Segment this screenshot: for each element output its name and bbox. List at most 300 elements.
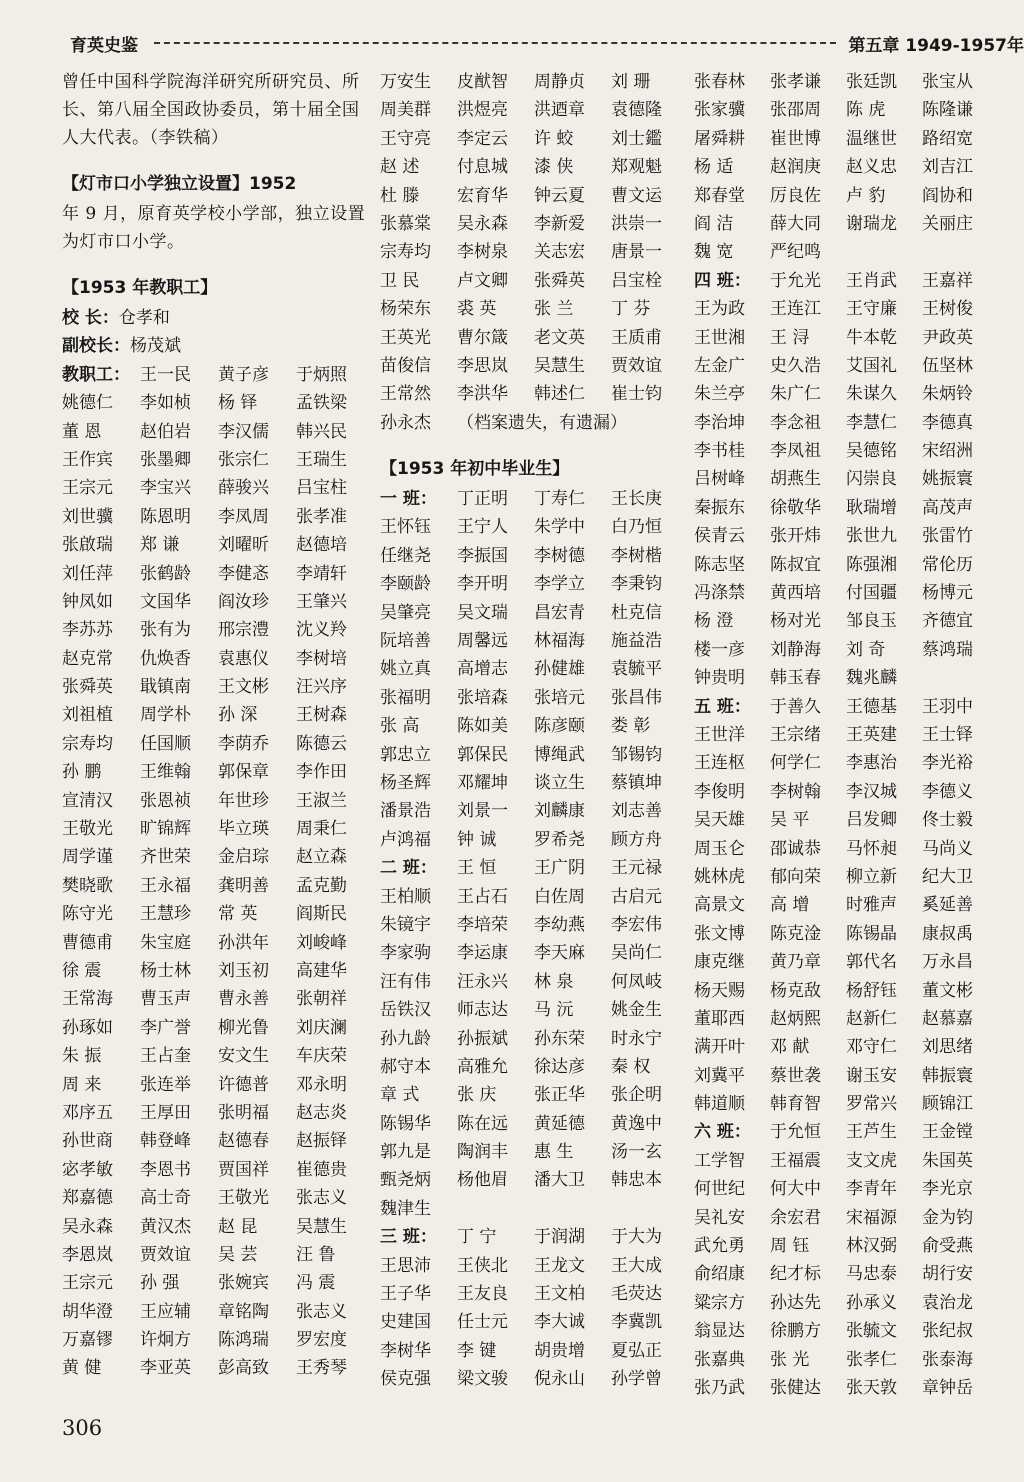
person-name: 刘冀平 xyxy=(694,1065,745,1086)
name-row xyxy=(380,1081,680,1109)
name-row xyxy=(694,1062,1024,1090)
person-name: 洪迺章 xyxy=(534,100,585,121)
name-row xyxy=(694,664,1024,692)
name-row xyxy=(62,673,372,701)
person-name: 年世珍 xyxy=(218,790,269,811)
person-name: 陈在远 xyxy=(457,1113,508,1134)
person-name: 李树德 xyxy=(534,545,585,566)
person-name: 王肇兴 xyxy=(296,591,347,612)
name-row xyxy=(694,778,1024,806)
person-name: 李俊明 xyxy=(694,781,745,802)
name-row xyxy=(380,324,680,352)
column-2 xyxy=(380,68,680,1394)
person-name: 陈如美 xyxy=(457,716,508,737)
person-name: 朱兰亭 xyxy=(694,384,745,405)
person-name: 张鹤龄 xyxy=(140,563,191,584)
person-name: 吴肇亮 xyxy=(380,602,431,623)
name-row xyxy=(694,1232,1024,1260)
person-name: 付息城 xyxy=(457,157,508,178)
person-name: 倪永山 xyxy=(534,1369,585,1390)
person-name: 王秀琴 xyxy=(296,1358,347,1379)
person-name: 陈鸿瑞 xyxy=(218,1330,269,1351)
person-name: 王应辅 xyxy=(140,1301,191,1322)
person-name: 李凤周 xyxy=(218,506,269,527)
person-name: 王 恒 xyxy=(457,858,497,879)
person-name: 陈锡晶 xyxy=(846,923,897,944)
person-name: 侯青云 xyxy=(694,526,745,547)
person-name: 王为政 xyxy=(694,299,745,320)
name-row xyxy=(694,210,1024,238)
person-name: 康叔禹 xyxy=(922,923,973,944)
person-name: 吴 芸 xyxy=(218,1244,258,1265)
name-row xyxy=(694,267,1024,295)
person-name: 张天敦 xyxy=(846,1377,897,1398)
person-name: 吴礼安 xyxy=(694,1207,745,1228)
person-name: 卢文卿 xyxy=(457,270,508,291)
person-name: 王宗元 xyxy=(62,1273,113,1294)
person-name: 夏弘正 xyxy=(611,1340,662,1361)
person-name: 张嘉典 xyxy=(694,1349,745,1370)
name-row xyxy=(380,1053,680,1081)
person-name: 陈克淦 xyxy=(770,923,821,944)
person-name: 李凤祖 xyxy=(770,441,821,462)
person-name: 满开叶 xyxy=(694,1037,745,1058)
person-name: 李树培 xyxy=(296,648,347,669)
person-name: 张毓文 xyxy=(846,1321,897,1342)
principal-name: 仓孝和 xyxy=(118,308,170,328)
person-name: 时永宁 xyxy=(611,1028,662,1049)
person-name: 老文英 xyxy=(534,327,585,348)
person-name: 杨博元 xyxy=(922,583,973,604)
name-row xyxy=(62,474,372,502)
person-name: 陈恩明 xyxy=(140,506,191,527)
person-name: 高 增 xyxy=(770,895,810,916)
person-name: 钟贵明 xyxy=(694,668,745,689)
person-name: 李树泉 xyxy=(457,242,508,263)
person-name: 张孝准 xyxy=(296,506,347,527)
person-name: 于善久 xyxy=(770,696,821,717)
person-name: 王一民 xyxy=(140,364,191,385)
person-name: 潘景浩 xyxy=(380,801,431,822)
name-row xyxy=(694,238,1024,266)
name-row xyxy=(694,607,1024,635)
person-name: 卫 民 xyxy=(380,270,420,291)
person-name: 何世纪 xyxy=(694,1179,745,1200)
person-name: 顾锦江 xyxy=(922,1094,973,1115)
name-row xyxy=(694,891,1024,919)
person-name: 李思岚 xyxy=(457,355,508,376)
person-name: 付国疆 xyxy=(846,583,897,604)
person-name: 张春林 xyxy=(694,72,745,92)
person-name: 纪大卫 xyxy=(922,866,973,887)
person-name: 胡燕生 xyxy=(770,469,821,490)
person-name: 丁 宁 xyxy=(457,1227,497,1248)
person-name: 王宗元 xyxy=(62,478,113,499)
person-name: 王瑞生 xyxy=(296,449,347,470)
person-name: 侯克强 xyxy=(380,1369,431,1390)
person-name: 孙 鹏 xyxy=(62,762,102,783)
name-row xyxy=(380,712,680,740)
person-name: 支文虎 xyxy=(846,1150,897,1171)
person-name: 常伦历 xyxy=(922,554,973,575)
person-name: 楼一彦 xyxy=(694,639,745,660)
person-name: 惠 生 xyxy=(534,1142,574,1163)
person-name: 王福震 xyxy=(770,1150,821,1171)
person-name: 梁文骏 xyxy=(457,1369,508,1390)
person-name: 郁向荣 xyxy=(770,866,821,887)
name-row xyxy=(62,418,372,446)
person-name: 于炳照 xyxy=(296,364,347,385)
name-row xyxy=(380,1365,680,1393)
person-name: 黄子彦 xyxy=(218,364,269,385)
person-name: 汪 鲁 xyxy=(296,1244,336,1265)
person-name: 郝守本 xyxy=(380,1056,431,1077)
person-name: 邓耀坤 xyxy=(457,772,508,793)
person-name: 奚延善 xyxy=(922,895,973,916)
person-name: 杨 铎 xyxy=(218,393,258,414)
person-name: 周学朴 xyxy=(140,705,191,726)
person-name: 薛骏兴 xyxy=(218,478,269,499)
person-name: 李汉儒 xyxy=(218,421,269,442)
person-name: 孙 深 xyxy=(218,705,258,726)
person-name: 杨士林 xyxy=(140,960,191,981)
person-name: 张文博 xyxy=(694,923,745,944)
person-name: 张 高 xyxy=(380,716,420,737)
person-name: 许德普 xyxy=(218,1074,269,1095)
person-name: 刘志善 xyxy=(611,801,662,822)
person-name: 陶润丰 xyxy=(457,1142,508,1163)
name-row xyxy=(694,1033,1024,1061)
name-row xyxy=(380,769,680,797)
name-row xyxy=(380,96,680,124)
person-name: 王宁人 xyxy=(457,517,508,538)
person-name: 旷锦辉 xyxy=(140,819,191,840)
person-name: 孙达先 xyxy=(770,1292,821,1313)
person-name: 于润湖 xyxy=(534,1227,585,1248)
book-title: 育英史鉴 xyxy=(70,35,138,56)
name-row xyxy=(62,1014,372,1042)
person-name: 王慧珍 xyxy=(140,904,191,925)
person-name: 师志达 xyxy=(457,1000,508,1021)
person-name: 朱镜宇 xyxy=(380,914,431,935)
name-row xyxy=(380,854,680,882)
person-name: 黄汉杰 xyxy=(140,1216,191,1237)
person-name: 谢瑞龙 xyxy=(846,213,897,234)
person-name: 张培森 xyxy=(457,687,508,708)
person-name: 王 浔 xyxy=(770,327,810,348)
class-3-list-continued xyxy=(694,68,1024,267)
person-name: 邓永明 xyxy=(296,1074,347,1095)
person-name: 王永福 xyxy=(140,875,191,896)
person-name: 王德基 xyxy=(846,696,897,717)
name-row xyxy=(380,968,680,996)
person-name: 袁惠仪 xyxy=(218,648,269,669)
person-name: 杨克敌 xyxy=(770,980,821,1001)
name-row xyxy=(62,1354,372,1382)
spacer xyxy=(62,152,372,168)
name-row xyxy=(694,1118,1024,1146)
person-name: 柳立新 xyxy=(846,866,897,887)
person-name: 仇焕香 xyxy=(140,648,191,669)
person-name: 袁治龙 xyxy=(922,1292,973,1313)
person-name: 毕立瑛 xyxy=(218,819,269,840)
person-name: 吴永森 xyxy=(457,213,508,234)
person-name: 李恩书 xyxy=(140,1159,191,1180)
page-header xyxy=(70,28,1024,58)
name-row xyxy=(380,627,680,655)
person-name: 温继世 xyxy=(846,128,897,149)
person-name: 王守亮 xyxy=(380,128,431,149)
name-row xyxy=(380,1308,680,1336)
person-name: 李书桂 xyxy=(694,441,745,462)
person-name: 杨 澄 xyxy=(694,611,734,632)
person-name: 刘 奇 xyxy=(846,639,886,660)
person-name: 杜 滕 xyxy=(380,185,420,206)
person-name: 高建华 xyxy=(296,960,347,981)
person-name: 左金广 xyxy=(694,355,745,376)
person-name: 高增志 xyxy=(457,659,508,680)
person-name: 任国顺 xyxy=(140,733,191,754)
person-name: 李健忞 xyxy=(218,563,269,584)
person-name: 郑春堂 xyxy=(694,185,745,206)
person-name: 孟铁梁 xyxy=(296,393,347,414)
person-name: 安文生 xyxy=(218,1046,269,1067)
person-name: 阎汝珍 xyxy=(218,591,269,612)
person-name: 宓孝敏 xyxy=(62,1159,113,1180)
person-name: 王嘉祥 xyxy=(922,270,973,291)
person-name: 张世九 xyxy=(846,526,897,547)
name-row xyxy=(380,513,680,541)
person-name: 张孝仁 xyxy=(846,1349,897,1370)
person-name: 张企明 xyxy=(611,1085,662,1106)
person-name: 孙琢如 xyxy=(62,1017,113,1038)
person-name: 李青年 xyxy=(846,1179,897,1200)
person-name: 孙世商 xyxy=(62,1131,113,1152)
person-name: 齐世荣 xyxy=(140,847,191,868)
person-name: 王思沛 xyxy=(380,1255,431,1276)
person-name: 刘庆澜 xyxy=(296,1017,347,1038)
name-row xyxy=(694,551,1024,579)
person-name: 粱宗方 xyxy=(694,1292,745,1313)
person-name: 李苏苏 xyxy=(62,620,113,641)
person-name: 李 键 xyxy=(457,1340,497,1361)
person-name: 陈 虎 xyxy=(846,100,886,121)
name-row xyxy=(62,900,372,928)
name-row xyxy=(62,645,372,673)
person-name: 陈守光 xyxy=(62,904,113,925)
person-name: 朱 振 xyxy=(62,1046,102,1067)
person-name: 王世洋 xyxy=(694,724,745,745)
name-row xyxy=(694,948,1024,976)
column-3 xyxy=(694,68,1024,1402)
person-name: 吕树峰 xyxy=(694,469,745,490)
person-name: 关志宏 xyxy=(534,242,585,263)
person-name: 薛大同 xyxy=(770,213,821,234)
person-name: 王文柏 xyxy=(534,1284,585,1305)
person-name: 吴德铭 xyxy=(846,441,897,462)
person-name: 王柏顺 xyxy=(380,886,431,907)
class-1-list xyxy=(380,485,680,854)
name-row xyxy=(380,684,680,712)
person-name: 王守廉 xyxy=(846,299,897,320)
person-name: 李开明 xyxy=(457,574,508,595)
name-row xyxy=(62,1241,372,1269)
person-name: 王羽中 xyxy=(922,696,973,717)
person-name: 李家驹 xyxy=(380,943,431,964)
name-row xyxy=(380,68,680,96)
person-name: 李治坤 xyxy=(694,412,745,433)
person-name: 周静贞 xyxy=(534,72,585,92)
chapter-title: 第五章 1949-1957年 xyxy=(848,35,1024,56)
person-name: 张志义 xyxy=(296,1188,347,1209)
name-row xyxy=(380,153,680,181)
person-name: 朱宝庭 xyxy=(140,932,191,953)
person-name: 王连枢 xyxy=(694,753,745,774)
person-name: 李惠治 xyxy=(846,753,897,774)
person-name: 李颐龄 xyxy=(380,574,431,595)
person-name: 工学智 xyxy=(694,1150,745,1171)
person-name: 韩道顺 xyxy=(694,1094,745,1115)
person-name: 何学仁 xyxy=(770,753,821,774)
person-name: 周馨远 xyxy=(457,631,508,652)
person-name: 孙永杰 xyxy=(380,412,431,433)
person-name: 刘曜昕 xyxy=(218,535,269,556)
person-name: 李广誉 xyxy=(140,1017,191,1038)
name-row xyxy=(380,570,680,598)
person-name: 康克继 xyxy=(694,952,745,973)
name-row xyxy=(62,616,372,644)
group-label: 教职工： xyxy=(62,364,130,385)
person-name: 苗俊信 xyxy=(380,355,431,376)
person-name: 姚德仁 xyxy=(62,393,113,414)
person-name: 柳光鲁 xyxy=(218,1017,269,1038)
person-name: 吴永森 xyxy=(62,1216,113,1237)
person-name: 文国华 xyxy=(140,591,191,612)
person-name: 王子华 xyxy=(380,1284,431,1305)
name-row xyxy=(62,815,372,843)
person-name: 卢鸿福 xyxy=(380,829,431,850)
person-name: 高雅允 xyxy=(457,1056,508,1077)
person-name: 高茂声 xyxy=(922,497,973,518)
name-row xyxy=(694,96,1024,124)
person-name: 吕发卿 xyxy=(846,810,897,831)
person-name: 卢 豹 xyxy=(846,185,886,206)
person-name: 崔士钧 xyxy=(611,384,662,405)
person-name: 孙承义 xyxy=(846,1292,897,1313)
list-last-row xyxy=(380,409,680,437)
person-name: 张宝从 xyxy=(922,72,973,92)
person-name: 董 恩 xyxy=(62,421,102,442)
person-name: 王常然 xyxy=(380,384,431,405)
person-name: 崔世博 xyxy=(770,128,821,149)
person-name: 杨圣辉 xyxy=(380,772,431,793)
person-name: 李亚英 xyxy=(140,1358,191,1379)
name-row xyxy=(62,503,372,531)
person-name: 马 沅 xyxy=(534,1000,574,1021)
name-row xyxy=(694,579,1024,607)
name-row xyxy=(694,636,1024,664)
person-name: 李天麻 xyxy=(534,943,585,964)
person-name: 韩述仁 xyxy=(534,384,585,405)
name-row xyxy=(380,210,680,238)
person-name: 万永昌 xyxy=(922,952,973,973)
name-row xyxy=(694,380,1024,408)
person-name: 张有为 xyxy=(140,620,191,641)
name-row xyxy=(380,542,680,570)
person-name: 万嘉镠 xyxy=(62,1330,113,1351)
name-row xyxy=(380,996,680,1024)
person-name: 丁 芬 xyxy=(611,299,651,320)
name-row xyxy=(62,1156,372,1184)
name-row xyxy=(694,863,1024,891)
person-name: 于允恒 xyxy=(770,1122,821,1143)
person-name: 张志义 xyxy=(296,1301,347,1322)
person-name: 王质甫 xyxy=(611,327,662,348)
person-name: 郭保民 xyxy=(457,744,508,765)
person-name: 陈叔宜 xyxy=(770,554,821,575)
name-row xyxy=(62,730,372,758)
column-1 xyxy=(62,68,372,1383)
person-name: 王淑兰 xyxy=(296,790,347,811)
person-name: 吴 平 xyxy=(770,810,810,831)
person-name: 张孝谦 xyxy=(770,72,821,92)
archive-note: （档案遗失，有遗漏） xyxy=(457,412,627,433)
person-name: 邓序五 xyxy=(62,1102,113,1123)
person-name: 黄逸中 xyxy=(611,1113,662,1134)
name-row xyxy=(62,588,372,616)
person-name: 洪煜亮 xyxy=(457,100,508,121)
person-name: 罗宏度 xyxy=(296,1330,347,1351)
name-row xyxy=(62,985,372,1013)
person-name: 蔡鸿瑞 xyxy=(922,639,973,660)
person-name: 邓 献 xyxy=(770,1037,810,1058)
person-name: 吴慧生 xyxy=(296,1216,347,1237)
person-name: 杜克信 xyxy=(611,602,662,623)
person-name: 张福明 xyxy=(380,687,431,708)
person-name: 李新爱 xyxy=(534,213,585,234)
person-name: 张雷竹 xyxy=(922,526,973,547)
person-name: 张 庆 xyxy=(457,1085,497,1106)
person-name: 王连江 xyxy=(770,299,821,320)
person-name: 秦振东 xyxy=(694,497,745,518)
person-name: 孙学曾 xyxy=(611,1369,662,1390)
person-name: 赵炳熙 xyxy=(770,1008,821,1029)
name-row xyxy=(62,1213,372,1241)
person-name: 佟士毅 xyxy=(922,810,973,831)
person-name: 丁寿仁 xyxy=(534,489,585,510)
person-name: 汪永兴 xyxy=(457,971,508,992)
class-5-list xyxy=(694,693,1024,1119)
person-name: 王常海 xyxy=(62,989,113,1010)
person-name: 吕宝栓 xyxy=(611,270,662,291)
person-name: 韩登峰 xyxy=(140,1131,191,1152)
person-name: 张廷凯 xyxy=(846,72,897,92)
person-name: 余宏君 xyxy=(770,1207,821,1228)
name-row xyxy=(694,1374,1024,1402)
person-name: 闪崇良 xyxy=(846,469,897,490)
person-name: 张邵周 xyxy=(770,100,821,121)
name-row xyxy=(694,1289,1024,1317)
name-row xyxy=(380,1025,680,1053)
person-name: 冯涤禁 xyxy=(694,583,745,604)
group-label: 五 班： xyxy=(694,696,751,717)
person-name: 高士奇 xyxy=(140,1188,191,1209)
person-name: 唐景一 xyxy=(611,242,662,263)
person-name: 博绳武 xyxy=(534,744,585,765)
person-name: 钟凤如 xyxy=(62,591,113,612)
page-number: 306 xyxy=(62,1416,103,1440)
person-name: 王广阴 xyxy=(534,858,585,879)
